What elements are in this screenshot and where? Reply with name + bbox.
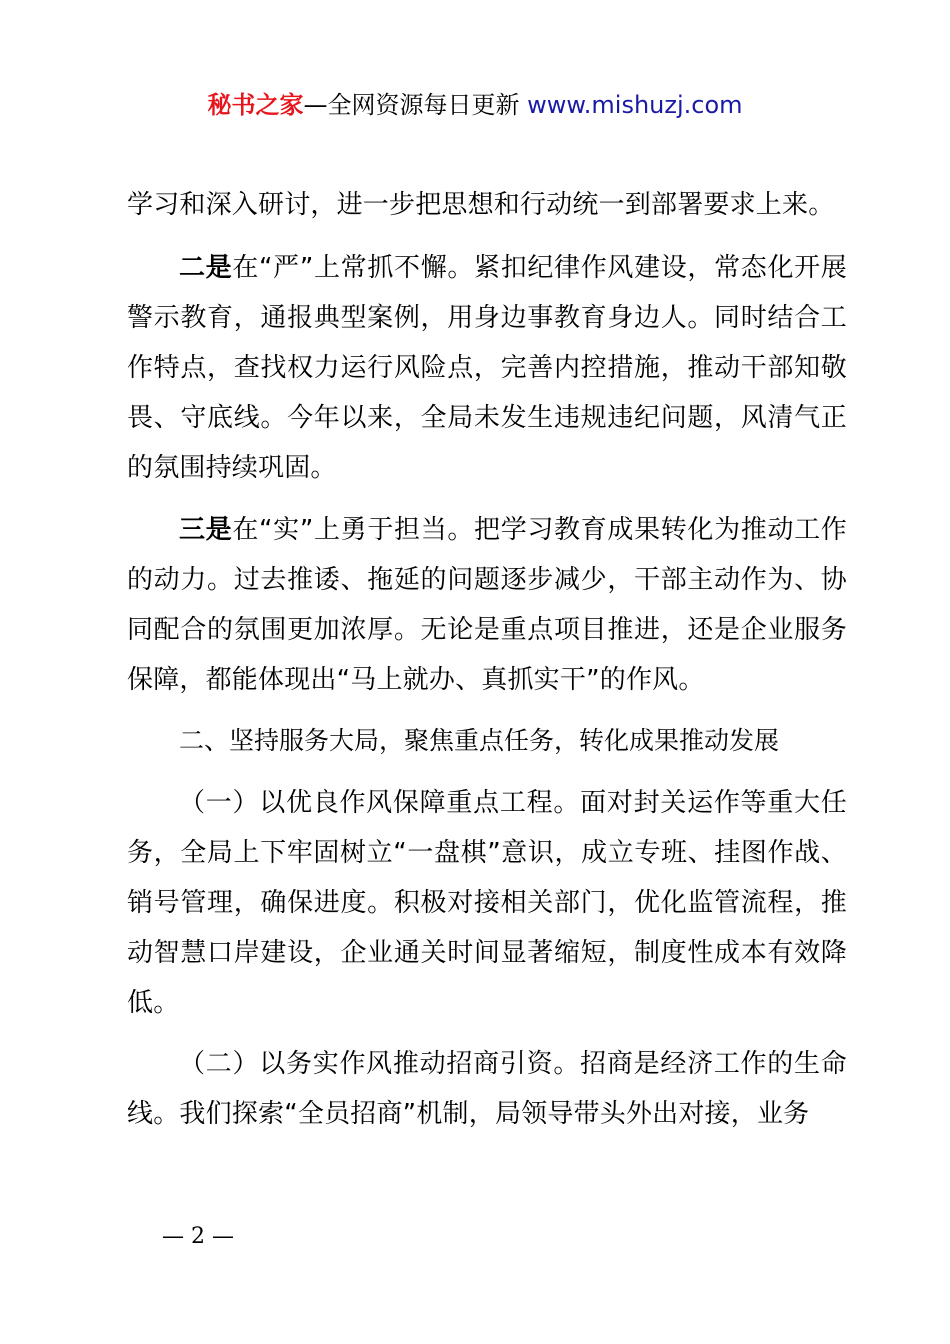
paragraph-subsection-one: （一）以优良作风保障重点工程。面对封关运作等重大任务，全局上下牢固树立“一盘棋”意识，成立专班、挂图作战、销号管理，确保进度。积极对接相关部门，优化监管流程，推动智慧口岸建设，企业通关时间显著缩短，制度性成本有效降低。: [127, 788, 847, 1018]
section-heading: 二、坚持服务大局，聚焦重点任务，转化成果推动发展: [179, 726, 780, 755]
paragraph-lead-three: 三是: [179, 515, 233, 545]
paragraph-lead-two: 二是: [179, 253, 233, 283]
brand-name: 秘书之家: [207, 91, 304, 119]
paragraph-body-three: 在“实”上勇于担当。把学习教育成果转化为推动工作的动力。过去推诿、拖延的问题逐步减少，干部主动作为、协同配合的氛围更加浓厚。无论是重点项目推进，还是企业服务保障，都能体现出“马上就办、真抓实干”的作风。: [127, 515, 847, 695]
header-tagline: —全网资源每日更新: [303, 91, 528, 119]
page-number: — 2 —: [162, 1224, 234, 1249]
site-url[interactable]: www.mishuzj.com: [527, 91, 743, 119]
site-header: [0, 88, 950, 122]
paragraph-body-two: 在“严”上常抓不懈。紧扣纪律作风建设，常态化开展警示教育，通报典型案例，用身边事教育身边人。同时结合工作特点，查找权力运行风险点，完善内控措施，推动干部知敬畏、守底线。今年以来，全局未发生违规违纪问题，风清气正的氛围持续巩固。: [127, 253, 847, 483]
paragraph-continuation: 学习和深入研讨，进一步把思想和行动统一到部署要求上来。: [127, 190, 835, 220]
paragraph-subsection-two: （二）以务实作风推动招商引资。招商是经济工作的生命线。我们探索“全员招商”机制，局领导带头外出对接，业务: [127, 1049, 847, 1129]
paragraph-point-three: [127, 505, 847, 705]
paragraph-point-two: [127, 243, 847, 493]
